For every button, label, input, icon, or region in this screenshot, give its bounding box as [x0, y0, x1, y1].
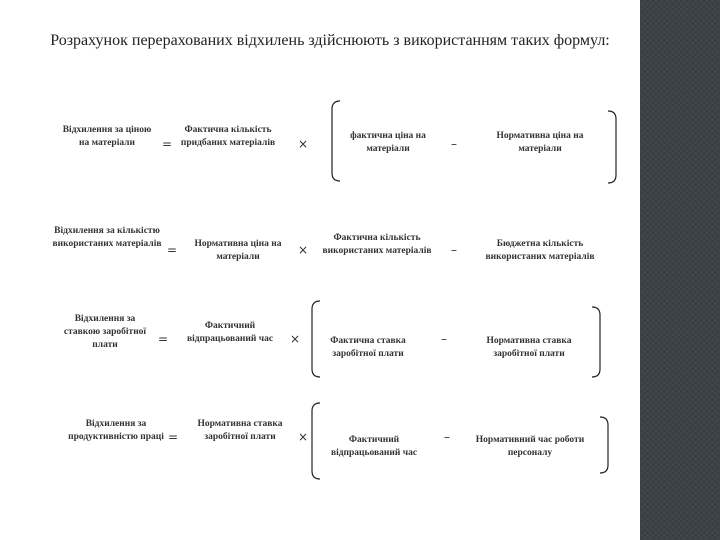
- standard-wage-rate: Нормативна ставка заробітної плати: [486, 336, 572, 359]
- multiply-sign: ×: [297, 137, 309, 151]
- actual-price: фактична ціна на матеріали: [350, 131, 426, 154]
- actual-quantity-purchased: Фактична кількість придбаних матеріалів: [180, 125, 276, 148]
- standard-hours: Нормативний час роботи персоналу: [475, 435, 585, 458]
- equals-sign: =: [166, 243, 178, 257]
- actual-quantity-used: Фактична кількість використаних матеріалів: [322, 233, 432, 256]
- minus-sign: –: [451, 243, 457, 257]
- right-bracket: [606, 110, 618, 184]
- variance-price-label: Відхилення за ціною на матеріали: [62, 125, 152, 148]
- minus-sign: –: [444, 430, 450, 444]
- standard-price: Нормативна ціна на матеріали: [496, 131, 584, 154]
- equals-sign: =: [167, 430, 179, 444]
- decorative-sidebar: [640, 0, 720, 540]
- actual-hours-worked: Фактичний відпрацьований час: [186, 321, 274, 344]
- right-bracket: [590, 306, 602, 378]
- minus-sign: –: [451, 137, 457, 151]
- multiply-sign: ×: [297, 430, 309, 444]
- budget-quantity-used: Бюджетна кількість використаних матеріалів: [485, 239, 595, 262]
- variance-productivity-label: Відхилення за продуктивністю праці: [68, 419, 164, 442]
- actual-hours: Фактичний відпрацьований час: [330, 435, 418, 458]
- equals-sign: =: [157, 332, 169, 346]
- variance-quantity-label: Відхилення за кількістю використаних матеріалів: [52, 226, 162, 249]
- minus-sign: –: [441, 332, 447, 346]
- variance-wage-rate-label: Відхилення за ставкою заробітної плати: [63, 314, 147, 350]
- standard-wage-rate-factor: Нормативна ставка заробітної плати: [197, 419, 283, 442]
- standard-price-materials: Нормативна ціна на матеріали: [194, 239, 282, 262]
- equals-sign: =: [161, 137, 173, 151]
- actual-wage-rate: Фактична ставка заробітної плати: [330, 336, 406, 359]
- right-bracket: [598, 416, 610, 474]
- multiply-sign: ×: [289, 332, 301, 346]
- multiply-sign: ×: [297, 243, 309, 257]
- slide-title: Розрахунок перерахованих відхилень здійснюють з використанням таких формул:: [50, 32, 610, 49]
